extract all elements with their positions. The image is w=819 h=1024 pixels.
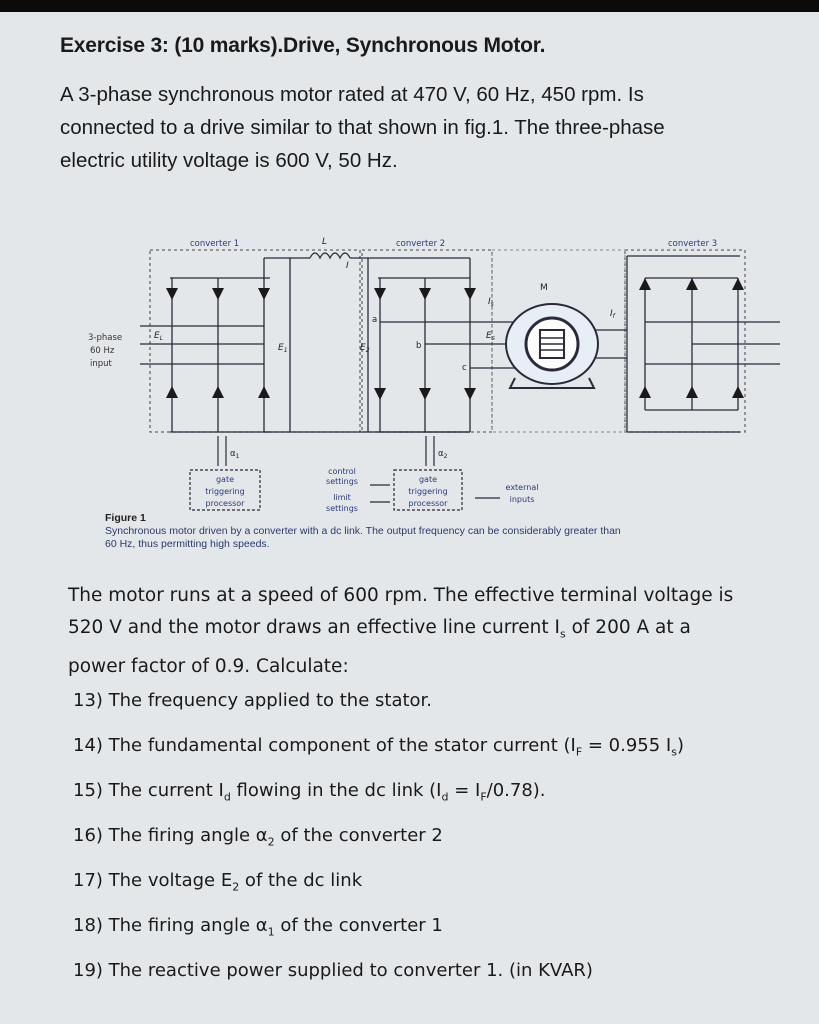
question-17: 17) The voltage $E_2$ of the dc link — [73, 870, 363, 894]
node-c-label: c — [462, 363, 467, 373]
intro-paragraph — [60, 78, 760, 177]
control-line1: control — [328, 467, 356, 476]
motor-label: M — [540, 283, 548, 293]
inductor-label: L — [322, 237, 328, 247]
thyristors — [166, 278, 744, 400]
converter2-label: converter 2 — [396, 239, 446, 249]
question-13: 13) The frequency applied to the stator. — [73, 690, 433, 711]
questions-list — [73, 686, 793, 1001]
gate1-line2: triggering — [205, 487, 245, 496]
exercise-title: Exercise 3: (10 marks).Drive, Synchronous Motor. — [60, 34, 546, 57]
gate2-line1: gate — [418, 475, 438, 484]
control-line2: settings — [326, 477, 358, 486]
is-label: $I_s$ — [488, 297, 494, 308]
if-label: $I_f$ — [610, 309, 615, 320]
el-label: $E_L$ — [154, 331, 164, 342]
body-line-1: The motor runs at a speed of 600 rpm. The effective terminal voltage is — [68, 585, 734, 606]
node-a-label: a — [372, 315, 378, 325]
body-line-2: 520 V and the motor draws an effective line current $I_s$ of 200 A at a — [68, 617, 691, 641]
problem-statement — [68, 580, 778, 683]
limit-line1: limit — [333, 493, 351, 502]
converter1-label: converter 1 — [190, 239, 240, 249]
question-15: 15) The current $I_d$ flowing in the dc link $(I_d = I_F/0.78)$. — [73, 780, 546, 804]
question-16: 16) The firing angle $\alpha_2$ of the converter 2 — [73, 825, 443, 849]
e1-label: $E_1$ — [278, 343, 288, 354]
intro-line-3: electric utility voltage is 600 V, 50 Hz. — [60, 149, 398, 172]
node-b-label: b — [416, 341, 422, 351]
gate2-line3: processor — [408, 499, 448, 508]
top-bar — [0, 0, 819, 12]
figure-caption — [105, 512, 765, 551]
converter3-label: converter 3 — [668, 239, 718, 249]
intro-line-1: A 3-phase synchronous motor rated at 470 V, 60 Hz, 450 rpm. Is — [60, 83, 644, 106]
question-18: 18) The firing angle $\alpha_1$ of the converter 1 — [73, 915, 443, 939]
gate1-line1: gate — [215, 475, 235, 484]
limit-line2: settings — [326, 504, 358, 513]
circuit-diagram — [88, 205, 800, 555]
gate1-line3: processor — [205, 499, 245, 508]
input-label-3: input — [90, 359, 112, 369]
caption-title: Figure 1 — [105, 512, 146, 524]
es-label: $E_s$ — [486, 331, 495, 342]
question-14: 14) The fundamental component of the stator current ($I_F = 0.955$ $I_s$) — [73, 735, 685, 759]
intro-line-2: connected to a drive similar to that shown in fig.1. The three-phase — [60, 116, 665, 139]
input-label-2: 60 Hz — [90, 346, 115, 356]
external-line2: inputs — [509, 495, 535, 504]
motor-symbol — [506, 304, 598, 388]
caption-line-2: 60 Hz, thus permitting high speeds. — [105, 538, 270, 550]
e2-label: $E_2$ — [360, 343, 370, 354]
alpha2-label: $\alpha_2$ — [438, 449, 448, 460]
gate2-line2: triggering — [408, 487, 448, 496]
alpha1-label: $\alpha_1$ — [230, 449, 240, 460]
body-line-3: power factor of 0.9. Calculate: — [68, 655, 349, 677]
current-label: I — [346, 261, 349, 271]
question-19: 19) The reactive power supplied to converter 1. (in KVAR) — [73, 960, 593, 981]
external-line1: external — [505, 483, 539, 492]
caption-line-1: Synchronous motor driven by a converter with a dc link. The output frequency can be considerably greater than — [105, 525, 621, 537]
input-label-1: 3-phase — [88, 333, 123, 343]
